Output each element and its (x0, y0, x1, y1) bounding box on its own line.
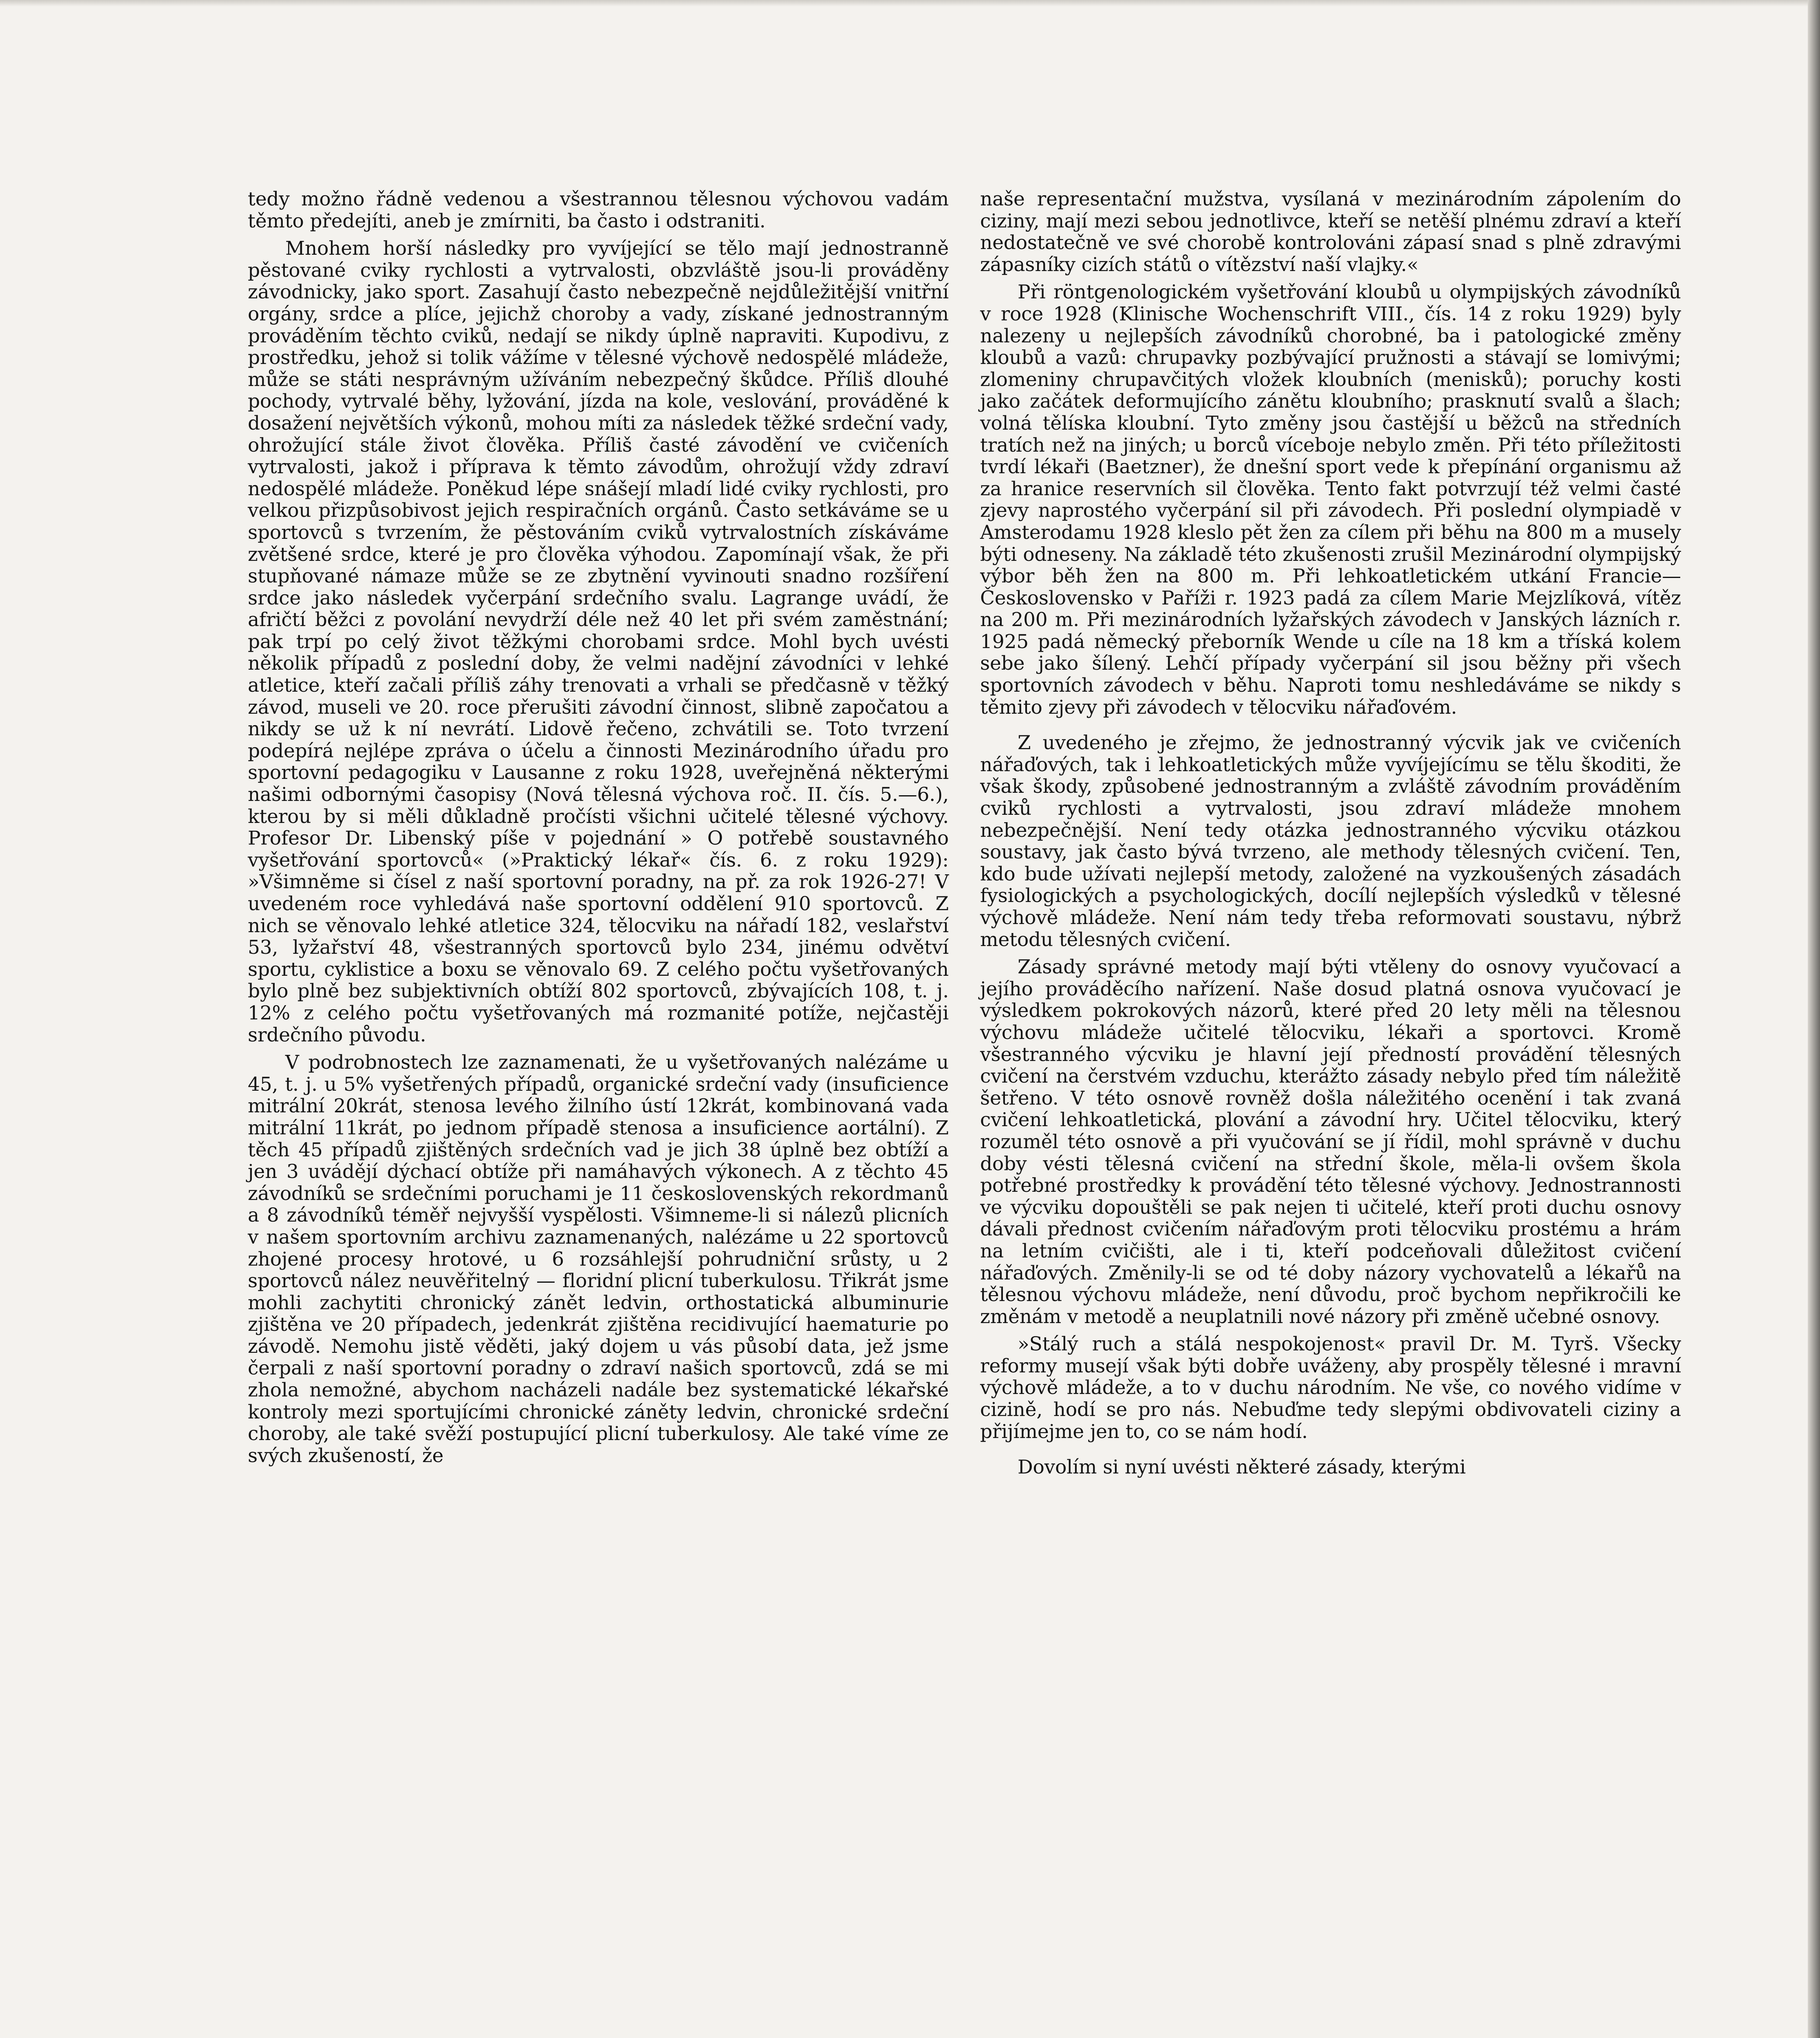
right-paragraph-5: »Stálý ruch a stálá nespokojenost« pravil Dr. M. Tyrš. Všecky reformy musejí však býti dobře uváženy, aby prospěly tělesné i mravní výchově mládeže, a to v duchu národním. Ne vše, co nového vidíme v cizině, hodí se pro nás. Nebuďme tedy slepými obdivovateli ciziny a přijímejme jen to, co se nám hodí. (980, 1333, 1681, 1443)
left-paragraph-1: tedy možno řádně vedenou a všestrannou tělesnou výchovou vadám těmto předejíti, aneb je zmírniti, ba často i odstraniti. (248, 188, 949, 232)
right-paragraph-2: Při röntgenologickém vyšetřování kloubů u olympijských závodníků v roce 1928 (Klinische Wochenschrift VIII., čís. 14 z roku 1929) byly nalezeny u nejlepších závodníků chorobné, ba i patologické změny kloubů a vazů: chrupavky pozbývající pružnosti a stávají se lomivými; zlomeniny chrupavčitých vložek kloubních (menisků); poruchy kosti jako začátek deformujícího zánětu kloubního; prasknutí svalů a šlach; volná tělíska kloubní. Tyto změny jsou častější u běžců na středních tratích než na jiných; u borců víceboje nebylo změn. Při této příležitosti tvrdí lékaři (Baetzner), že dnešní sport vede k přepínání organismu až za hranice reservních sil člověka. Tento fakt potvrzují též velmi časté zjevy naprostého vyčerpání sil při závodech. Při poslední olympiadě v Amsterodamu 1928 kleslo pět žen za cílem při běhu na 800 m a musely býti odneseny. Na základě této zkušenosti zrušil Mezinárodní olympijský výbor běh žen na 800 m. Při lehkoatletickém utkání Francie—Československo v Paříži r. 1923 padá za cílem Marie Mejzlíková, vítěz na 200 m. Při mezinárodních lyžařských závodech v Janských lázních r. 1925 padá německý přeborník Wende u cíle na 18 km a tříská kolem sebe jako šílený. Lehčí případy vyčerpání sil jsou běžny při všech sportovních závodech v běhu. Naproti tomu neshledáváme se nikdy s těmito zjevy při závodech v tělocviku nářaďovém. (980, 281, 1681, 719)
right-paragraph-6: Dovolím si nyní uvésti některé zásady, kterými (1018, 1456, 1466, 1479)
left-paragraph-2: Mnohem horší následky pro vyvíjející se tělo mají jednostranně pěstované cviky rychlosti a vytrvalosti, obzvláště jsou-li prováděny závodnicky, jako sport. Zasahují často nebezpečně nejdůležitější vnitřní orgány, srdce a plíce, jejichž choroby a vady, získané jednostranným prováděním těchto cviků, nedají se nikdy úplně napraviti. Kupodivu, z prostředku, jehož si tolik vážíme v tělesné výchově nedospělé mládeže, může se státi nesprávným užíváním nebezpečný škůdce. Příliš dlouhé pochody, vytrvalé běhy, lyžování, jízda na kole, veslování, prováděné k dosažení největších výkonů, mohou míti za následek těžké srdeční vady, ohrožující stále život člověka. Příliš časté závodění ve cvičeních vytrvalosti, jakož i příprava k těmto závodům, ohrožují vždy zdraví nedospělé mládeže. Poněkud lépe snášejí mladí lidé cviky rychlosti, pro velkou přizpůsobivost jejich respiračních orgánů. Často setkáváme se u sportovců s tvrzením, že pěstováním cviků vytrvalostních získáváme zvětšené srdce, které je pro člověka výhodou. Zapomínají však, že při stupňované námaze může se ze zbytnění vyvinouti snadno rozšíření srdce jako následek vyčerpání srdečního svalu. Lagrange uvádí, že afričtí běžci z povolání nevydrží déle než 40 let při svém zaměstnání; pak trpí po celý život těžkými chorobami srdce. Mohl bych uvésti několik případů z poslední doby, že velmi nadějní závodníci v lehké atletice, kteří začali příliš záhy trenovati a vrhali se předčasně v těžký závod, museli ve 20. roce přerušiti závodní činnost, slibně započatou a nikdy se už k ní nevrátí. Lidově řečeno, zchvátili se. Toto tvrzení podepírá nejlépe zpráva o účelu a činnosti Mezinárodního úřadu pro sportovní pedagogiku v Lausanne z roku 1928, uveřejněná některými našimi odbornými časopisy (Nová tělesná výchova roč. II. čís. 5.—6.), kterou by si měli důkladně pročísti všichni učitelé tělesné výchovy. Profesor Dr. Libenský píše v pojednání » O potřebě soustavného vyšetřování sportovců« (»Praktický lékař« čís. 6. z roku 1929): »Všimněme si čísel z naší sportovní poradny, na př. za rok 1926-27! V uvedeném roce vyhledává naše sportovní oddělení 910 sportovců. Z nich se věnovalo lehké atletice 324, tělocviku na nářadí 182, veslařství 53, lyžařství 48, všestranných sportovců bylo 234, jinému odvětví sportu, cyklistice a boxu se věnovalo 69. Z celého počtu vyšetřovaných bylo plně bez subjektivních obtíží 802 sportovců, zbývajících 108, t. j. 12% z celého počtu vyšetřovaných má rozmanité potíže, nejčastěji srdečního původu. (248, 237, 949, 1046)
right-column (980, 188, 1681, 1484)
right-paragraph-1: naše representační mužstva, vysílaná v mezinárodním zápolením do ciziny, mají mezi sebou jednotlivce, kteří se netěší plnému zdraví a kteří nedostatečně ve své chorobě kontrolováni zápasí snad s plně zdravými zápasníky cizích států o vítězství naší vlajky.« (980, 188, 1681, 276)
scan-edge-top (0, 0, 1820, 7)
left-paragraph-3: V podrobnostech lze zaznamenati, že u vyšetřovaných nalézáme u 45, t. j. u 5% vyšetřených případů, organické srdeční vady (insuficience mitrální 20krát, stenosa levého žilního ústí 12krát, kombinovaná vada mitrální 11krát, po jednom případě stenosa a insuficience aortální). Z těch 45 případů zjištěných srdečních vad je jich 38 úplně bez obtíží a jen 3 uvádějí dýchací obtíže při namáhavých výkonech. A z těchto 45 závodníků se srdečními poruchami je 11 československých rekordmanů a 8 závodníků téměř nejvyšší vyspělosti. Všimneme-li si nálezů plicních v našem sportovním archivu zaznamenaných, nalézáme u 22 sportovců zhojené procesy hrotové, u 6 rozsáhlejší pohrudniční srůsty, u 2 sportovců nález neuvěřitelný — floridní plicní tuberkulosu. Třikrát jsme mohli zachytiti chronický zánět ledvin, orthostatická albuminurie zjištěna ve 20 případech, jedenkrát zjištěna recidivující haematurie po závodě. Nemohu jistě věděti, jaký dojem u vás působí data, jež jsme čerpali z naší sportovní poradny o zdraví našich sportovců, zdá se mi zhola nemožné, abychom nacházeli nadále bez systematické lékařské kontroly mezi sportujícími chronické záněty ledvin, chronické srdeční choroby, ale také svěží postupující plicní tuberkulosy. Ale také víme ze svých zkušeností, že (248, 1051, 949, 1467)
right-paragraph-4: Zásady správné metody mají býti vtěleny do osnovy vyučovací a jejího prováděcího nařízení. Naše dosud platná osnova vyučovací je výsledkem pokrokových názorů, které před 20 lety měli na tělesnou výchovu mládeže učitelé tělocviku, lékaři a sportovci. Kromě všestranného výcviku je hlavní její předností provádění tělesných cvičení na čerstvém vzduchu, kterážto zásady nebylo před tím náležitě šetřeno. V této osnově rovněž došla náležitého ocenění i tak zvaná cvičení lehkoatletická, plování a závodní hry. Učitel tělocviku, který rozuměl této osnově a při vyučování se jí řídil, mohl správně v duchu doby vésti tělesná cvičení na střední škole, měla-li ovšem škola potřebné prostředky k provádění této tělesné výchovy. Jednostrannosti ve výcviku dopouštěli se pak nejen ti učitelé, kteří proti duchu osnovy dávali přednost cvičením nářaďovým proti tělocviku prostému a hrám na letním cvičišti, ale i ti, kteří podceňovali důležitost cvičení nářaďových. Změnily-li se od té doby názory vychovatelů a lékařů na tělesnou výchovu mládeže, není důvodu, proč bychom nepřikročili ke změnám v metodě a neuplatnili nové názory při změně učebné osnovy. (980, 956, 1681, 1328)
right-paragraph-3: Z uvedeného je zřejmo, že jednostranný výcvik jak ve cvičeních nářaďových, tak i lehkoatletických může vyvíjejícímu se tělu škoditi, že však škody, způsobené jednostranným a zvláště závodním prováděním cviků rychlosti a vytrvalosti, jsou zdraví mládeže mnohem nebezpečnější. Není tedy otázka jednostranného výcviku otázkou soustavy, jak často bývá tvrzeno, ale methody tělesných cvičení. Ten, kdo bude užívati nejlepší metody, založené na vyzkoušených zásadách fysiologických a psychologických, docílí nejlepších výsledků v tělesné výchově mládeže. Není nám tedy třeba reformovati soustavu, nýbrž metodu tělesných cvičení. (980, 732, 1681, 951)
scan-edge-right (1808, 0, 1820, 2038)
left-column (248, 188, 949, 1472)
